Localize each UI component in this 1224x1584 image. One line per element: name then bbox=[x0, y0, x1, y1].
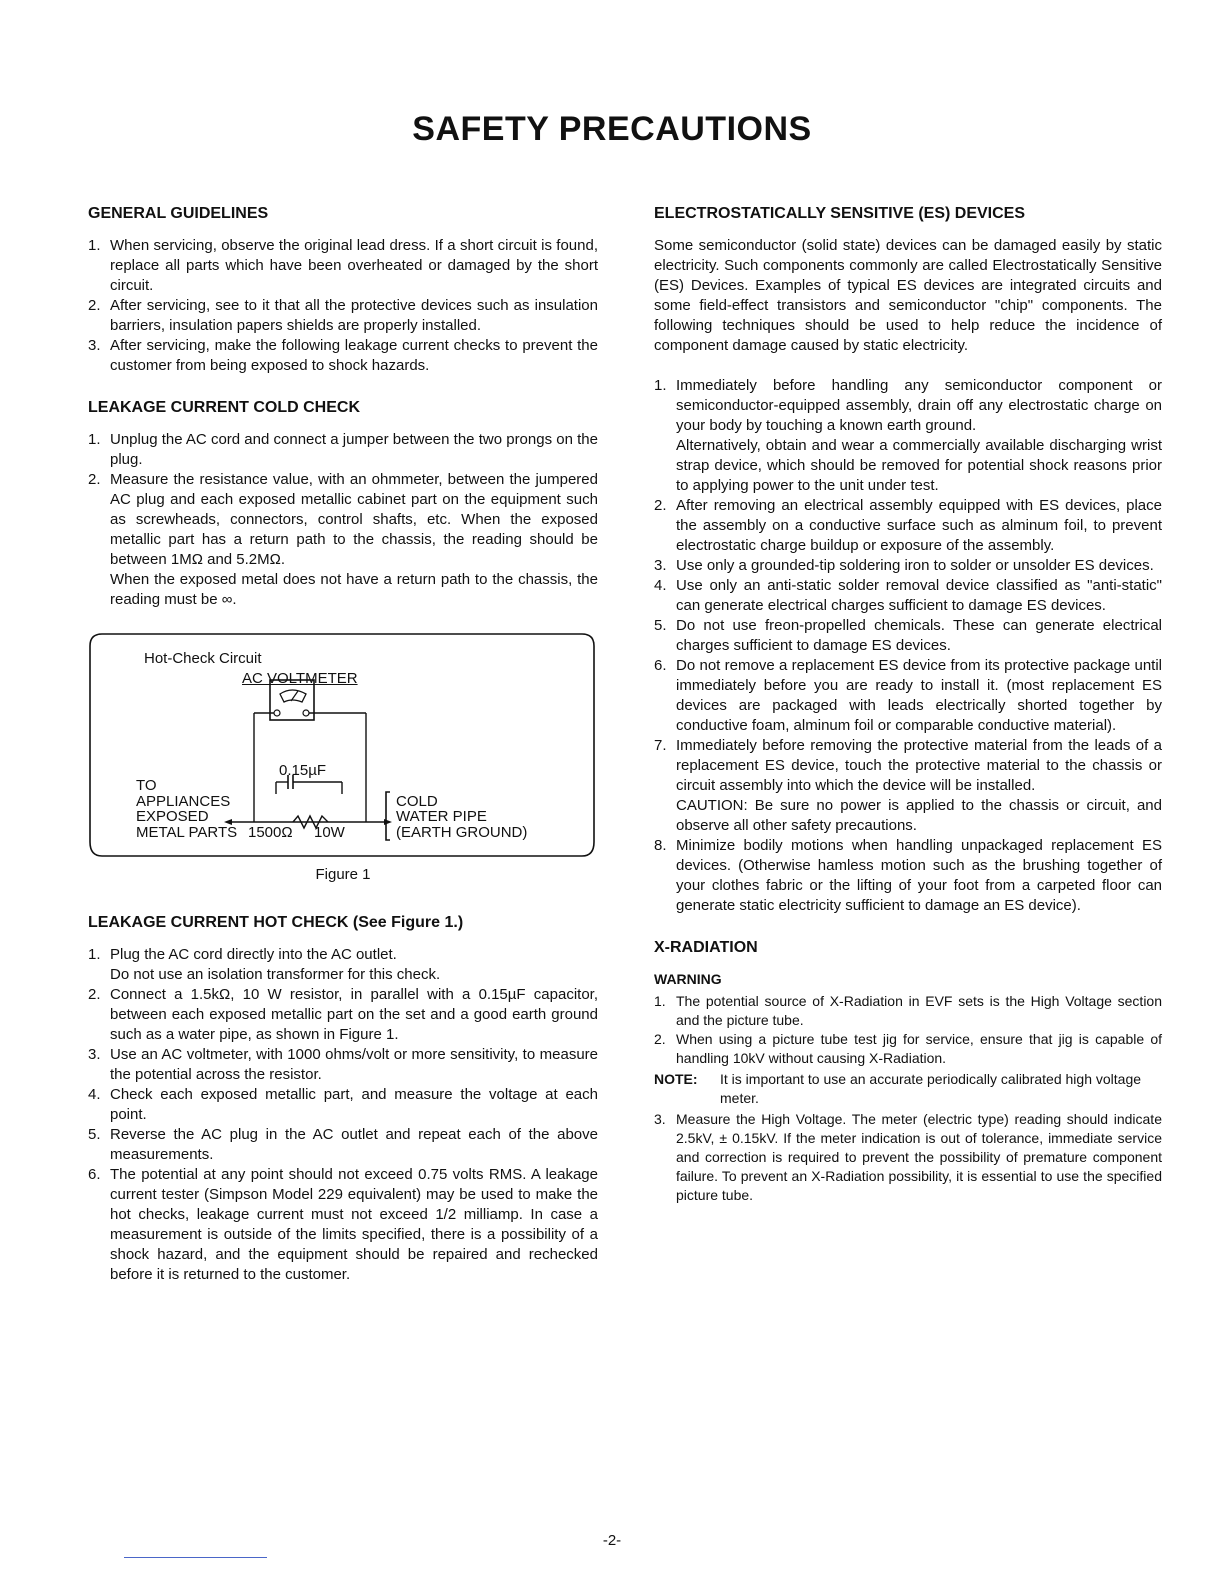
list-item bbox=[654, 736, 1162, 836]
item-text: When servicing, observe the original lead dress. If a short circuit is found, replace all parts which have been overheated or damaged by the short circuit. bbox=[110, 237, 598, 294]
hot-check-circuit-figure bbox=[88, 632, 596, 858]
item-text: Measure the resistance value, with an ohmmeter, between the jumpered AC plug and each exposed metallic cabinet part on the equipment such as screwheads, connectors, control shafts, etc. When the exposed metallic part has a return path to the chassis, the reading should be between 1MΩ and 5.2MΩ. bbox=[110, 471, 598, 568]
es-intro-paragraph: Some semiconductor (solid state) devices can be damaged easily by static electricity. Such components commonly are called Electrostatically Sensitive (ES) Devices. Examples of typical ES devices are integrated circuits and some field-effect transistors and semiconductor "chip" components. The following techniques should be used to help reduce the incidence of component damage caused by static electricity. bbox=[654, 237, 1162, 354]
metal-parts-label: METAL PARTS bbox=[136, 824, 238, 841]
left-column bbox=[88, 204, 598, 1307]
list-item bbox=[654, 1030, 1162, 1068]
item-text: Do not use freon-propelled chemicals. These can generate electrical charges sufficient to damage ES devices. bbox=[676, 617, 1162, 654]
item-text: After removing an electrical assembly equipped with ES devices, place the assembly on a conductive surface such as alminum foil, to prevent electrostatic charge buildup or exposure of the assembly. bbox=[676, 497, 1162, 554]
item-text: Plug the AC cord directly into the AC outlet. bbox=[110, 946, 397, 963]
general-guidelines-heading: GENERAL GUIDELINES bbox=[88, 205, 269, 222]
item-number: 1. bbox=[88, 431, 101, 448]
cold-check-section bbox=[88, 398, 598, 610]
footer-rule bbox=[124, 1557, 267, 1558]
item-number: 8. bbox=[654, 837, 667, 854]
capacitor-value: 0.15µF bbox=[279, 762, 326, 779]
note-text: It is important to use an accurate periodically calibrated high voltage meter. bbox=[720, 1071, 1142, 1106]
item-number: 3. bbox=[88, 337, 101, 354]
list-item bbox=[88, 1125, 598, 1165]
item-text: After servicing, see to it that all the protective devices such as insulation barriers, insulation papers shields are properly installed. bbox=[110, 297, 598, 334]
list-item bbox=[88, 945, 598, 985]
note-label: NOTE: bbox=[654, 1071, 698, 1087]
list-item bbox=[654, 656, 1162, 736]
page-number: -2- bbox=[602, 1532, 622, 1549]
general-guidelines-list bbox=[88, 236, 598, 376]
list-item bbox=[88, 1165, 598, 1285]
voltmeter-label: AC VOLTMETER bbox=[242, 670, 358, 687]
item-text: After servicing, make the following leakage current checks to prevent the customer from being exposed to shock hazards. bbox=[110, 337, 598, 374]
es-devices-section bbox=[654, 204, 1162, 916]
item-number: 3. bbox=[654, 557, 667, 574]
item-number: 1. bbox=[654, 993, 666, 1009]
x-radiation-heading: X-RADIATION bbox=[654, 939, 758, 956]
x-radiation-list-continued bbox=[654, 1110, 1162, 1205]
item-text: Unplug the AC cord and connect a jumper between the two prongs on the plug. bbox=[110, 431, 598, 468]
item-number: 2. bbox=[654, 1031, 666, 1047]
item-number: 5. bbox=[654, 617, 667, 634]
list-item bbox=[654, 496, 1162, 556]
x-radiation-list bbox=[654, 992, 1162, 1068]
general-guidelines-section bbox=[88, 204, 598, 376]
x-radiation-section bbox=[654, 938, 1162, 1205]
item-number: 3. bbox=[88, 1046, 101, 1063]
earth-ground-label: (EARTH GROUND) bbox=[396, 824, 528, 841]
item-number: 1. bbox=[654, 377, 667, 394]
figure-caption: Figure 1 bbox=[315, 866, 371, 883]
figure-title: Hot-Check Circuit bbox=[144, 650, 262, 667]
ground-bracket bbox=[386, 792, 390, 840]
wattage-label: 10W bbox=[314, 824, 345, 841]
cold-check-list bbox=[88, 430, 598, 610]
item-extra-text: CAUTION: Be sure no power is applied to the chassis or circuit, and observe all other safety precautions. bbox=[676, 797, 1162, 834]
list-item bbox=[88, 1045, 598, 1085]
list-item bbox=[654, 556, 1162, 576]
item-text: The potential source of X-Radiation in EVF sets is the High Voltage section and the picture tube. bbox=[676, 993, 1162, 1028]
cold-label: COLD bbox=[396, 793, 438, 810]
page-title: SAFETY PRECAUTIONS bbox=[412, 110, 812, 148]
warning-label: WARNING bbox=[654, 971, 722, 987]
item-text: Check each exposed metallic part, and measure the voltage at each point. bbox=[110, 1086, 598, 1123]
item-number: 2. bbox=[88, 471, 101, 488]
item-text: Use only a grounded-tip soldering iron to solder or unsolder ES devices. bbox=[676, 557, 1154, 574]
list-item bbox=[88, 296, 598, 336]
item-number: 3. bbox=[654, 1111, 666, 1127]
item-extra-text: Alternatively, obtain and wear a commercially available discharging wrist strap device, which should be removed for potential shock reasons prior to applying power to the unit under test. bbox=[676, 437, 1162, 494]
resistor-value: 1500Ω bbox=[248, 824, 293, 841]
list-item bbox=[654, 576, 1162, 616]
item-text: Immediately before handling any semiconductor component or semiconductor-equipped assembly, drain off any electrostatic charge on your body by touching a known earth ground. bbox=[676, 377, 1162, 434]
item-number: 2. bbox=[88, 986, 101, 1003]
item-number: 4. bbox=[654, 577, 667, 594]
list-item bbox=[88, 430, 598, 470]
item-text: When using a picture tube test jig for service, ensure that jig is capable of handling 10kV without causing X-Radiation. bbox=[676, 1031, 1162, 1066]
hot-check-section bbox=[88, 913, 598, 1285]
right-column bbox=[654, 204, 1162, 1227]
item-number: 2. bbox=[88, 297, 101, 314]
list-item bbox=[88, 470, 598, 610]
list-item bbox=[654, 616, 1162, 656]
hot-check-heading: LEAKAGE CURRENT HOT CHECK (See Figure 1.) bbox=[88, 914, 464, 931]
water-pipe-label: WATER PIPE bbox=[396, 808, 487, 825]
item-text: Connect a 1.5kΩ, 10 W resistor, in parallel with a 0.15µF capacitor, between each exposed metallic part on the set and a good earth ground such as a water pipe, as shown in Figure 1. bbox=[110, 986, 598, 1043]
item-text: Do not remove a replacement ES device from its protective package until immediately before you are ready to install it. (most replacement ES devices are packaged with leads electrically shorted together by conductive foam, alminum foil or comparable conductive material). bbox=[676, 657, 1162, 734]
list-item bbox=[654, 1110, 1162, 1205]
exposed-label: EXPOSED bbox=[136, 808, 209, 825]
to-label: TO bbox=[136, 777, 157, 794]
item-text: Minimize bodily motions when handling unpackaged replacement ES devices. (Otherwise hamless motion such as the brushing together of your clothes fabric or the lifting of your foot from a carpeted floor can generate static electricity sufficient to damage an ES device). bbox=[676, 837, 1162, 914]
item-text: Reverse the AC plug in the AC outlet and repeat each of the above measurements. bbox=[110, 1126, 598, 1163]
item-extra-text: Do not use an isolation transformer for this check. bbox=[110, 966, 441, 983]
es-devices-heading: ELECTROSTATICALLY SENSITIVE (ES) DEVICES bbox=[654, 205, 1026, 222]
meter-dial bbox=[280, 690, 306, 702]
item-number: 6. bbox=[88, 1166, 101, 1183]
list-item bbox=[88, 1085, 598, 1125]
item-text: Use only an anti-static solder removal device classified as "anti-static" can generate electrical charges sufficient to damage ES devices. bbox=[676, 577, 1162, 614]
appliances-label: APPLIANCES bbox=[136, 793, 231, 810]
item-number: 6. bbox=[654, 657, 667, 674]
item-text: Immediately before removing the protective material from the leads of a replacement ES device, touch the protective material to the chassis or circuit assembly into which the device will be installed. bbox=[676, 737, 1162, 794]
es-devices-list bbox=[654, 376, 1162, 916]
item-number: 1. bbox=[88, 237, 101, 254]
item-number: 7. bbox=[654, 737, 667, 754]
list-item bbox=[88, 236, 598, 296]
item-number: 2. bbox=[654, 497, 667, 514]
note-block bbox=[654, 1070, 1162, 1108]
meter-terminal-left bbox=[274, 710, 280, 716]
item-number: 1. bbox=[88, 946, 101, 963]
item-text: Use an AC voltmeter, with 1000 ohms/volt or more sensitivity, to measure the potential across the resistor. bbox=[110, 1046, 598, 1083]
item-extra-text: When the exposed metal does not have a return path to the chassis, the reading must be ∞. bbox=[110, 571, 598, 608]
list-item bbox=[654, 836, 1162, 916]
item-text: The potential at any point should not exceed 0.75 volts RMS. A leakage current tester (Simpson Model 229 equivalent) may be used to make the hot checks, leakage current must not exceed 1/2 milliamp. In case a measurement is outside of the limits specified, there is a possibility of a shock hazard, and the equipment should be repaired and rechecked before it is returned to the customer. bbox=[110, 1166, 598, 1283]
hot-check-list bbox=[88, 945, 598, 1285]
list-item bbox=[654, 992, 1162, 1030]
item-number: 5. bbox=[88, 1126, 101, 1143]
list-item bbox=[88, 985, 598, 1045]
item-number: 4. bbox=[88, 1086, 101, 1103]
item-text: Measure the High Voltage. The meter (electric type) reading should indicate 2.5kV, ± 0.15kV. If the meter indication is out of tolerance, immediate service and correction is required to prevent the possibility of premature component failure. To prevent an X-Radiation possibility, it is essential to use the specified picture tube. bbox=[676, 1111, 1162, 1203]
list-item bbox=[654, 376, 1162, 496]
meter-terminal-right bbox=[303, 710, 309, 716]
list-item bbox=[88, 336, 598, 376]
cold-check-heading: LEAKAGE CURRENT COLD CHECK bbox=[88, 399, 360, 416]
